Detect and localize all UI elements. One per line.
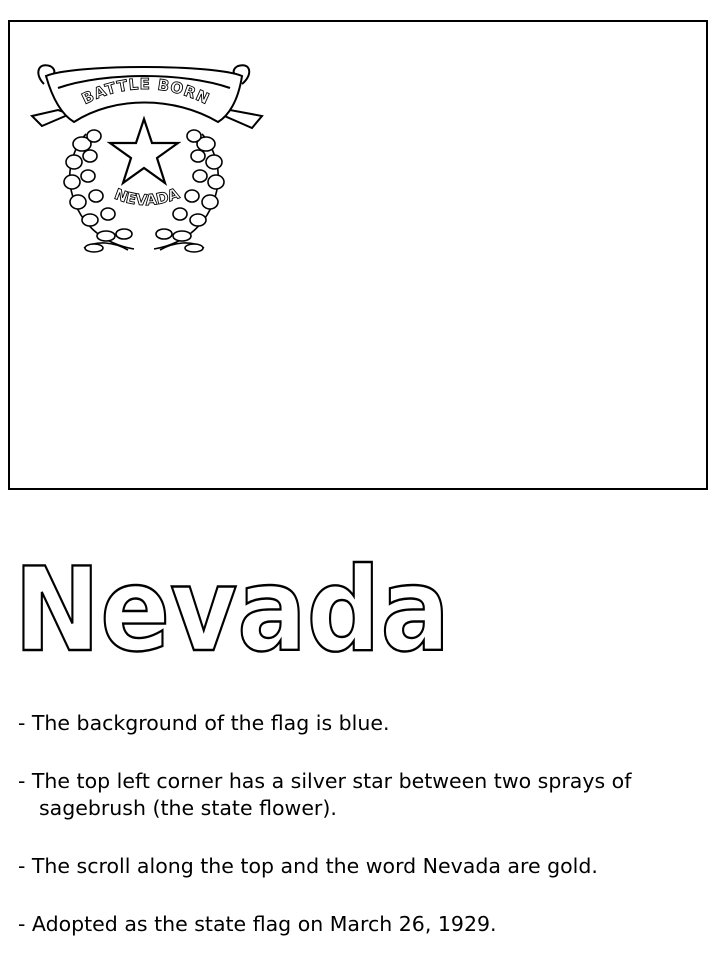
state-word: NEVADA xyxy=(111,184,182,210)
fact-item: - The background of the flag is blue. xyxy=(18,711,390,735)
fact-list xyxy=(18,710,708,969)
scroll-banner xyxy=(32,65,262,128)
star-icon xyxy=(110,119,178,183)
scroll-text: BATTLE BORN xyxy=(78,74,213,109)
page-title: Nevada xyxy=(14,545,450,675)
fact-item: - Adopted as the state flag on March 26, 1929. xyxy=(18,912,497,936)
flag-emblem xyxy=(24,44,264,269)
fact-item: - The top left corner has a silver star between two sprays of sagebrush (the state flower). xyxy=(18,769,638,820)
fact-item: - The scroll along the top and the word Nevada are gold. xyxy=(18,854,598,878)
flag-outline xyxy=(8,20,708,490)
page-title-outline xyxy=(10,545,470,675)
